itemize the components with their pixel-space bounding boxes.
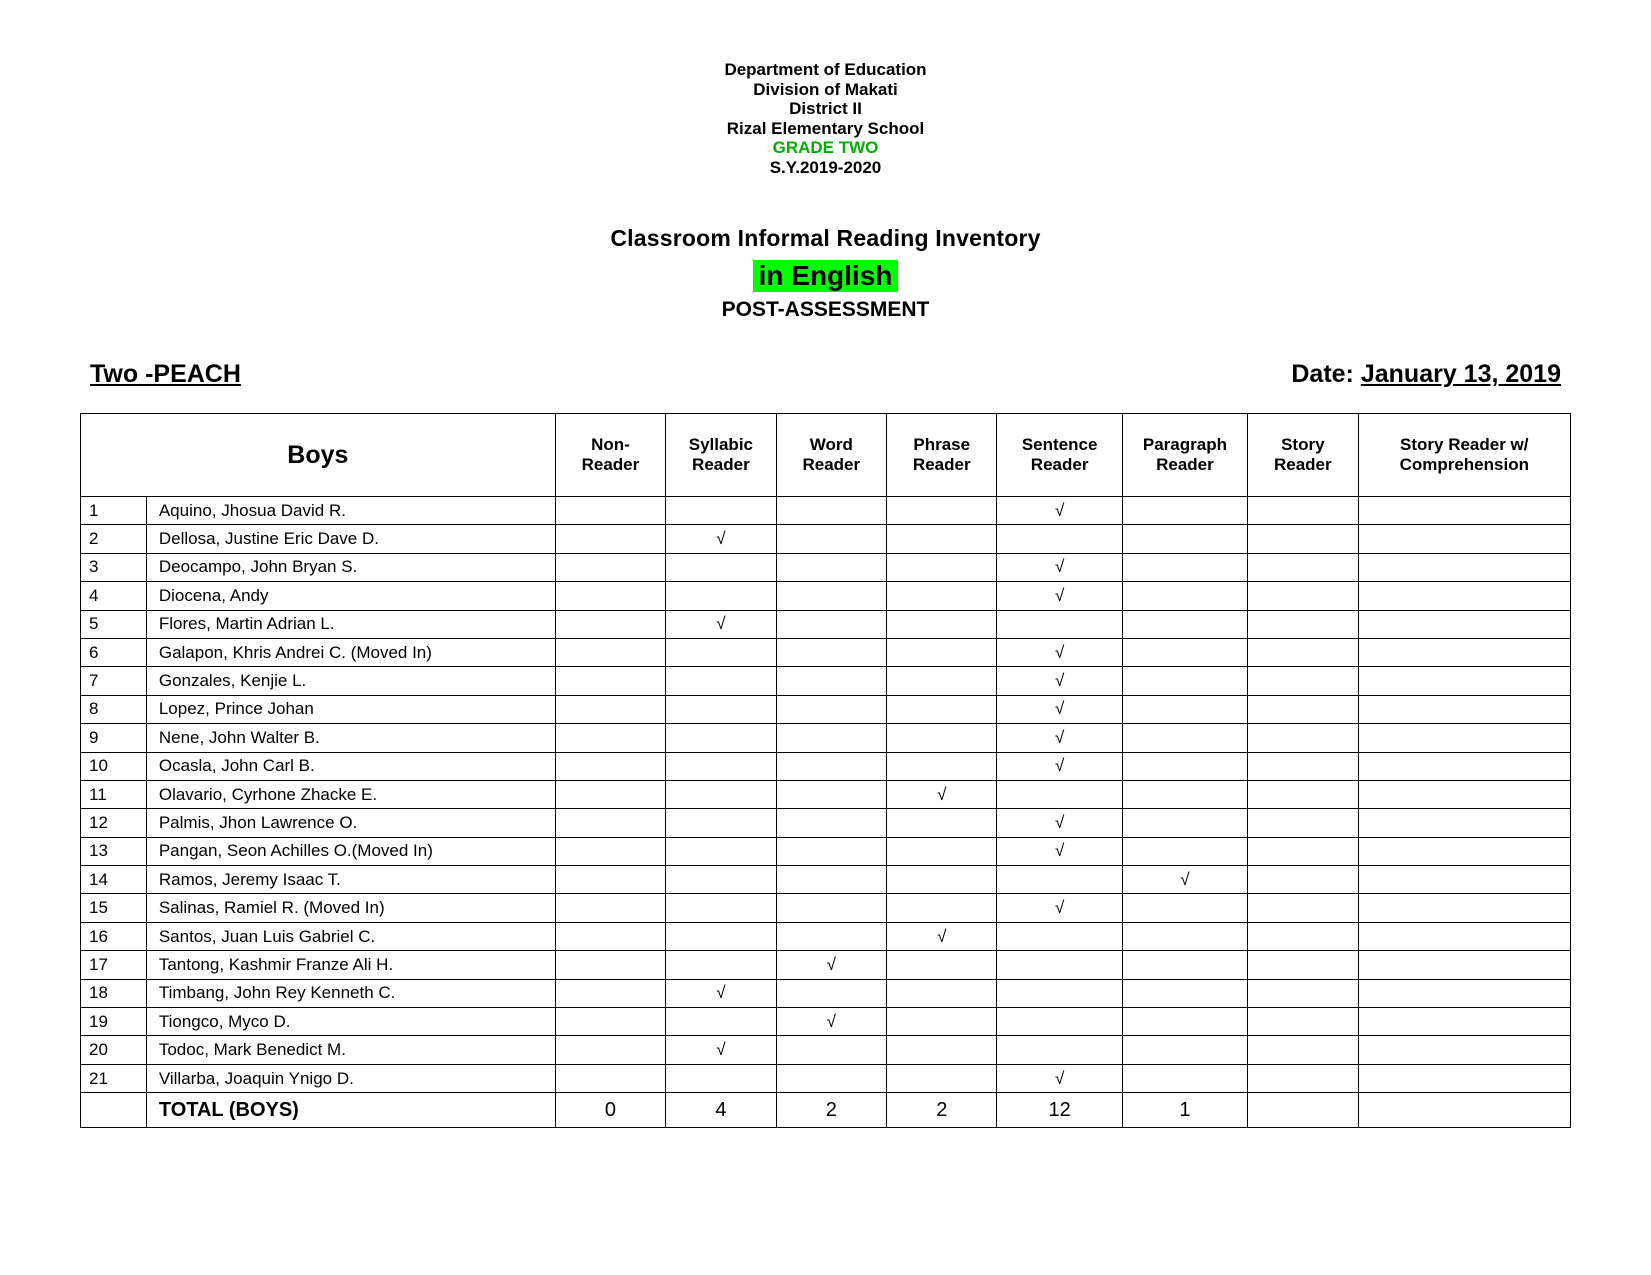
reading-level-cell[interactable]	[887, 837, 997, 865]
reading-level-cell[interactable]	[997, 525, 1122, 553]
reading-level-cell[interactable]	[1248, 525, 1358, 553]
header-line-division: Division of Makati	[753, 79, 898, 99]
reading-level-cell[interactable]	[776, 780, 886, 808]
table-row	[81, 922, 1571, 950]
reading-level-cell[interactable]	[1358, 724, 1570, 752]
student-name: Olavario, Cyrhone Zhacke E.	[146, 780, 555, 808]
row-number: 10	[81, 752, 147, 780]
reading-level-cell[interactable]	[776, 695, 886, 723]
reading-level-cell[interactable]	[666, 695, 776, 723]
reading-level-cell[interactable]	[887, 525, 997, 553]
reading-level-cell[interactable]	[997, 780, 1122, 808]
total-value: 2	[887, 1093, 997, 1128]
column-header-story-reader-comprehension-line1: Story Reader w/	[1400, 435, 1529, 454]
reading-level-cell[interactable]	[1358, 525, 1570, 553]
reading-level-cell[interactable]	[776, 837, 886, 865]
reading-level-cell[interactable]	[1122, 1064, 1247, 1092]
reading-level-cell[interactable]	[555, 695, 665, 723]
reading-level-cell[interactable]	[887, 951, 997, 979]
reading-level-cell[interactable]	[666, 553, 776, 581]
reading-level-cell[interactable]	[887, 894, 997, 922]
reading-level-cell[interactable]	[1122, 1036, 1247, 1064]
table-row	[81, 894, 1571, 922]
table-row	[81, 638, 1571, 666]
reading-level-cell[interactable]	[1248, 610, 1358, 638]
student-name: Tantong, Kashmir Franze Ali H.	[146, 951, 555, 979]
row-number: 1	[81, 497, 147, 525]
reading-level-cell[interactable]: √	[666, 1036, 776, 1064]
reading-inventory-table	[80, 413, 1571, 1128]
reading-level-cell[interactable]: √	[997, 497, 1122, 525]
reading-level-cell[interactable]	[887, 1036, 997, 1064]
reading-level-cell[interactable]	[1358, 866, 1570, 894]
column-header-story-reader-comprehension	[1358, 414, 1570, 497]
reading-level-cell[interactable]	[776, 638, 886, 666]
column-header-sentence-reader-line2: Reader	[1030, 455, 1089, 474]
reading-level-cell[interactable]: √	[997, 752, 1122, 780]
reading-level-cell[interactable]	[1122, 752, 1247, 780]
reading-level-cell[interactable]	[887, 695, 997, 723]
reading-level-cell[interactable]	[555, 979, 665, 1007]
table-row	[81, 1064, 1571, 1092]
reading-level-cell[interactable]	[776, 979, 886, 1007]
table-header-row	[81, 414, 1571, 497]
reading-level-cell[interactable]	[555, 1008, 665, 1036]
table-row	[81, 951, 1571, 979]
meta-row	[80, 360, 1571, 389]
section-name: Two -PEACH	[90, 360, 241, 388]
reading-level-cell[interactable]	[997, 866, 1122, 894]
reading-level-cell[interactable]	[887, 724, 997, 752]
reading-level-cell[interactable]	[1248, 497, 1358, 525]
row-number: 18	[81, 979, 147, 1007]
reading-level-cell[interactable]	[1358, 1036, 1570, 1064]
reading-level-cell[interactable]	[1122, 809, 1247, 837]
total-value: 12	[997, 1093, 1122, 1128]
student-name: Gonzales, Kenjie L.	[146, 667, 555, 695]
reading-level-cell[interactable]: √	[887, 922, 997, 950]
column-header-phrase-reader-line2: Reader	[912, 455, 971, 474]
reading-level-cell[interactable]	[776, 1064, 886, 1092]
reading-level-cell[interactable]	[555, 582, 665, 610]
reading-level-cell[interactable]	[776, 610, 886, 638]
reading-level-cell[interactable]	[887, 1008, 997, 1036]
table-header	[81, 414, 1571, 497]
row-number: 7	[81, 667, 147, 695]
table-row	[81, 695, 1571, 723]
table-row	[81, 724, 1571, 752]
reading-level-cell[interactable]	[666, 497, 776, 525]
table-row	[81, 553, 1571, 581]
column-header-syllabic-reader-line2: Reader	[692, 455, 750, 474]
reading-level-cell[interactable]: √	[666, 610, 776, 638]
date-value: January 13, 2019	[1360, 360, 1561, 388]
student-name: Tiongco, Myco D.	[146, 1008, 555, 1036]
reading-level-cell[interactable]	[776, 922, 886, 950]
reading-level-cell[interactable]: √	[666, 979, 776, 1007]
column-header-paragraph-reader-line1: Paragraph	[1142, 435, 1227, 454]
reading-level-cell[interactable]	[1248, 1008, 1358, 1036]
reading-level-cell[interactable]: √	[997, 809, 1122, 837]
reading-level-cell[interactable]: √	[997, 667, 1122, 695]
table-row	[81, 667, 1571, 695]
reading-level-cell[interactable]	[1248, 837, 1358, 865]
reading-level-cell[interactable]	[887, 667, 997, 695]
reading-level-cell[interactable]	[997, 1036, 1122, 1064]
row-number: 20	[81, 1036, 147, 1064]
reading-level-cell[interactable]	[1248, 553, 1358, 581]
reading-level-cell[interactable]	[1122, 695, 1247, 723]
table-row	[81, 809, 1571, 837]
reading-level-cell[interactable]	[1358, 582, 1570, 610]
reading-level-cell[interactable]	[666, 894, 776, 922]
reading-level-cell[interactable]	[997, 610, 1122, 638]
reading-level-cell[interactable]	[555, 1036, 665, 1064]
total-label: TOTAL (BOYS)	[146, 1093, 555, 1128]
header-line-grade: GRADE TWO	[772, 138, 879, 157]
row-number: 12	[81, 809, 147, 837]
reading-level-cell[interactable]	[1248, 922, 1358, 950]
reading-level-cell[interactable]	[1248, 809, 1358, 837]
reading-level-cell[interactable]	[1122, 610, 1247, 638]
table-row	[81, 1008, 1571, 1036]
header-line-district: District II	[789, 99, 862, 118]
reading-level-cell[interactable]	[1248, 866, 1358, 894]
reading-level-cell[interactable]	[555, 553, 665, 581]
reading-level-cell[interactable]	[555, 780, 665, 808]
document-title-block	[80, 225, 1571, 322]
reading-level-cell[interactable]: √	[997, 1064, 1122, 1092]
header-line-department: Department of Education	[724, 60, 927, 79]
student-name: Ramos, Jeremy Isaac T.	[146, 866, 555, 894]
reading-level-cell[interactable]	[1358, 638, 1570, 666]
reading-level-cell[interactable]	[776, 1036, 886, 1064]
reading-level-cell[interactable]	[1122, 1008, 1247, 1036]
row-number: 9	[81, 724, 147, 752]
reading-level-cell[interactable]	[555, 525, 665, 553]
reading-level-cell[interactable]	[1358, 1064, 1570, 1092]
reading-level-cell[interactable]	[555, 638, 665, 666]
title-assessment-type: POST-ASSESSMENT	[721, 298, 930, 321]
table-row	[81, 497, 1571, 525]
reading-level-cell[interactable]	[776, 724, 886, 752]
reading-level-cell[interactable]	[1122, 922, 1247, 950]
reading-level-cell[interactable]	[1358, 837, 1570, 865]
column-header-story-reader	[1248, 414, 1358, 497]
reading-level-cell[interactable]	[1358, 610, 1570, 638]
column-header-word-reader-line1: Word	[809, 435, 853, 454]
reading-level-cell[interactable]	[1358, 1008, 1570, 1036]
reading-level-cell[interactable]	[997, 922, 1122, 950]
reading-level-cell[interactable]: √	[776, 1008, 886, 1036]
student-name: Flores, Martin Adrian L.	[146, 610, 555, 638]
reading-level-cell[interactable]	[1122, 894, 1247, 922]
reading-level-cell[interactable]	[1358, 780, 1570, 808]
reading-level-cell[interactable]	[666, 667, 776, 695]
reading-level-cell[interactable]	[555, 922, 665, 950]
student-name: Todoc, Mark Benedict M.	[146, 1036, 555, 1064]
row-number: 8	[81, 695, 147, 723]
table-row	[81, 1036, 1571, 1064]
reading-level-cell[interactable]	[1358, 553, 1570, 581]
reading-level-cell[interactable]	[887, 979, 997, 1007]
reading-level-cell[interactable]	[555, 752, 665, 780]
reading-level-cell[interactable]	[887, 497, 997, 525]
reading-level-cell[interactable]	[666, 951, 776, 979]
reading-level-cell[interactable]	[555, 866, 665, 894]
column-header-story-reader-comprehension-line2: Comprehension	[1399, 455, 1529, 474]
reading-level-cell[interactable]	[776, 497, 886, 525]
table-row	[81, 866, 1571, 894]
reading-level-cell[interactable]: √	[997, 724, 1122, 752]
reading-level-cell[interactable]	[1248, 695, 1358, 723]
reading-level-cell[interactable]: √	[776, 951, 886, 979]
reading-level-cell[interactable]	[1122, 780, 1247, 808]
reading-level-cell[interactable]	[1122, 525, 1247, 553]
reading-level-cell[interactable]	[1122, 724, 1247, 752]
table-row	[81, 582, 1571, 610]
title-language-highlight: in English	[753, 260, 899, 292]
reading-level-cell[interactable]	[776, 752, 886, 780]
reading-level-cell[interactable]	[1358, 695, 1570, 723]
student-name: Dellosa, Justine Eric Dave D.	[146, 525, 555, 553]
reading-level-cell[interactable]	[776, 809, 886, 837]
table-body	[81, 497, 1571, 1128]
reading-level-cell[interactable]	[1358, 667, 1570, 695]
student-name: Palmis, Jhon Lawrence O.	[146, 809, 555, 837]
student-name: Nene, John Walter B.	[146, 724, 555, 752]
reading-level-cell[interactable]	[997, 979, 1122, 1007]
reading-level-cell[interactable]	[1358, 752, 1570, 780]
total-row-spacer	[81, 1093, 147, 1128]
table-row	[81, 979, 1571, 1007]
column-header-boys: Boys	[81, 414, 556, 497]
reading-level-cell[interactable]	[776, 525, 886, 553]
student-name: Pangan, Seon Achilles O.(Moved In)	[146, 837, 555, 865]
reading-level-cell[interactable]	[887, 752, 997, 780]
reading-level-cell[interactable]	[1248, 667, 1358, 695]
reading-level-cell[interactable]: √	[887, 780, 997, 808]
column-header-paragraph-reader-line2: Reader	[1156, 455, 1214, 474]
school-header	[80, 60, 1571, 177]
reading-level-cell[interactable]	[555, 809, 665, 837]
reading-level-cell[interactable]	[666, 809, 776, 837]
total-value: 4	[666, 1093, 776, 1128]
row-number: 14	[81, 866, 147, 894]
reading-level-cell[interactable]	[776, 582, 886, 610]
student-name: Aquino, Jhosua David R.	[146, 497, 555, 525]
reading-level-cell[interactable]	[887, 638, 997, 666]
reading-level-cell[interactable]	[1358, 922, 1570, 950]
reading-level-cell[interactable]	[555, 1064, 665, 1092]
column-header-non-reader	[555, 414, 665, 497]
reading-level-cell[interactable]	[666, 922, 776, 950]
reading-level-cell[interactable]	[1358, 497, 1570, 525]
reading-level-cell[interactable]	[776, 894, 886, 922]
header-line-school-year: S.Y.2019-2020	[769, 157, 882, 177]
table-row	[81, 837, 1571, 865]
reading-level-cell[interactable]	[1248, 752, 1358, 780]
reading-level-cell[interactable]	[1122, 582, 1247, 610]
column-header-syllabic-reader	[666, 414, 776, 497]
student-name: Salinas, Ramiel R. (Moved In)	[146, 894, 555, 922]
reading-level-cell[interactable]	[776, 553, 886, 581]
column-header-phrase-reader-line1: Phrase	[913, 435, 971, 454]
column-header-story-reader-line1: Story	[1281, 435, 1325, 454]
table-row	[81, 780, 1571, 808]
student-name: Santos, Juan Luis Gabriel C.	[146, 922, 555, 950]
column-header-syllabic-reader-line1: Syllabic	[688, 435, 753, 454]
reading-level-cell[interactable]	[1122, 553, 1247, 581]
date-field	[1291, 360, 1561, 389]
column-header-sentence-reader	[997, 414, 1122, 497]
reading-level-cell[interactable]	[666, 837, 776, 865]
column-header-non-reader-line1: Non-	[591, 435, 630, 454]
total-value: 0	[555, 1093, 665, 1128]
reading-level-cell[interactable]: √	[997, 553, 1122, 581]
reading-level-cell[interactable]	[776, 667, 886, 695]
reading-level-cell[interactable]	[1122, 951, 1247, 979]
reading-level-cell[interactable]	[1358, 951, 1570, 979]
student-name: Ocasla, John Carl B.	[146, 752, 555, 780]
column-header-non-reader-line2: Reader	[581, 455, 640, 474]
row-number: 4	[81, 582, 147, 610]
reading-level-cell[interactable]	[887, 866, 997, 894]
reading-level-cell[interactable]	[1248, 951, 1358, 979]
row-number: 15	[81, 894, 147, 922]
table-row	[81, 525, 1571, 553]
reading-level-cell[interactable]: √	[997, 837, 1122, 865]
reading-level-cell[interactable]	[887, 809, 997, 837]
reading-level-cell[interactable]	[997, 1008, 1122, 1036]
column-header-word-reader-line2: Reader	[802, 455, 861, 474]
reading-level-cell[interactable]	[776, 866, 886, 894]
student-name: Deocampo, John Bryan S.	[146, 553, 555, 581]
total-value: 2	[776, 1093, 886, 1128]
page-title: Classroom Informal Reading Inventory	[610, 225, 1041, 251]
reading-level-cell[interactable]	[555, 667, 665, 695]
row-number: 21	[81, 1064, 147, 1092]
reading-level-cell[interactable]	[1358, 979, 1570, 1007]
total-value	[1248, 1093, 1358, 1128]
reading-level-cell[interactable]	[1248, 780, 1358, 808]
reading-level-cell[interactable]	[666, 752, 776, 780]
reading-level-cell[interactable]	[997, 951, 1122, 979]
reading-level-cell[interactable]	[1248, 1064, 1358, 1092]
column-header-word-reader	[776, 414, 886, 497]
reading-level-cell[interactable]: √	[1122, 866, 1247, 894]
reading-level-cell[interactable]	[1248, 638, 1358, 666]
student-name: Diocena, Andy	[146, 582, 555, 610]
reading-level-cell[interactable]: √	[997, 695, 1122, 723]
table-row	[81, 610, 1571, 638]
student-name: Lopez, Prince Johan	[146, 695, 555, 723]
reading-level-cell[interactable]	[1122, 638, 1247, 666]
student-name: Timbang, John Rey Kenneth C.	[146, 979, 555, 1007]
reading-level-cell[interactable]	[1248, 724, 1358, 752]
reading-level-cell[interactable]	[666, 866, 776, 894]
column-header-story-reader-line2: Reader	[1273, 455, 1332, 474]
reading-level-cell[interactable]	[555, 497, 665, 525]
row-number: 19	[81, 1008, 147, 1036]
student-name: Galapon, Khris Andrei C. (Moved In)	[146, 638, 555, 666]
reading-level-cell[interactable]	[1122, 979, 1247, 1007]
reading-level-cell[interactable]: √	[997, 582, 1122, 610]
reading-level-cell[interactable]	[1248, 582, 1358, 610]
row-number: 5	[81, 610, 147, 638]
reading-level-cell[interactable]	[1248, 1036, 1358, 1064]
row-number: 3	[81, 553, 147, 581]
table-row	[81, 752, 1571, 780]
reading-level-cell[interactable]: √	[666, 525, 776, 553]
header-line-school: Rizal Elementary School	[726, 118, 925, 138]
reading-level-cell[interactable]	[1358, 809, 1570, 837]
column-header-phrase-reader	[887, 414, 997, 497]
reading-level-cell[interactable]	[666, 724, 776, 752]
reading-level-cell[interactable]	[666, 1064, 776, 1092]
total-value	[1358, 1093, 1570, 1128]
column-header-paragraph-reader	[1122, 414, 1247, 497]
reading-level-cell[interactable]	[666, 780, 776, 808]
reading-level-cell[interactable]	[1358, 894, 1570, 922]
student-name: Villarba, Joaquin Ynigo D.	[146, 1064, 555, 1092]
reading-level-cell[interactable]	[1248, 894, 1358, 922]
reading-level-cell[interactable]	[555, 951, 665, 979]
reading-level-cell[interactable]	[887, 582, 997, 610]
date-label: Date:	[1291, 360, 1354, 388]
row-number: 16	[81, 922, 147, 950]
row-number: 13	[81, 837, 147, 865]
column-header-sentence-reader-line1: Sentence	[1021, 435, 1098, 454]
reading-level-cell[interactable]	[887, 553, 997, 581]
row-number: 11	[81, 780, 147, 808]
reading-level-cell[interactable]	[555, 610, 665, 638]
reading-level-cell[interactable]	[555, 894, 665, 922]
reading-level-cell[interactable]	[555, 724, 665, 752]
reading-level-cell[interactable]	[1122, 667, 1247, 695]
reading-level-cell[interactable]	[887, 1064, 997, 1092]
reading-level-cell[interactable]	[1248, 979, 1358, 1007]
reading-level-cell[interactable]	[555, 837, 665, 865]
reading-level-cell[interactable]	[666, 582, 776, 610]
reading-level-cell[interactable]	[666, 1008, 776, 1036]
reading-level-cell[interactable]	[1122, 837, 1247, 865]
reading-level-cell[interactable]	[1122, 497, 1247, 525]
total-value: 1	[1122, 1093, 1247, 1128]
row-number: 2	[81, 525, 147, 553]
reading-level-cell[interactable]	[666, 638, 776, 666]
reading-level-cell[interactable]: √	[997, 894, 1122, 922]
total-row	[81, 1093, 1571, 1128]
row-number: 17	[81, 951, 147, 979]
reading-level-cell[interactable]	[887, 610, 997, 638]
reading-level-cell[interactable]: √	[997, 638, 1122, 666]
row-number: 6	[81, 638, 147, 666]
